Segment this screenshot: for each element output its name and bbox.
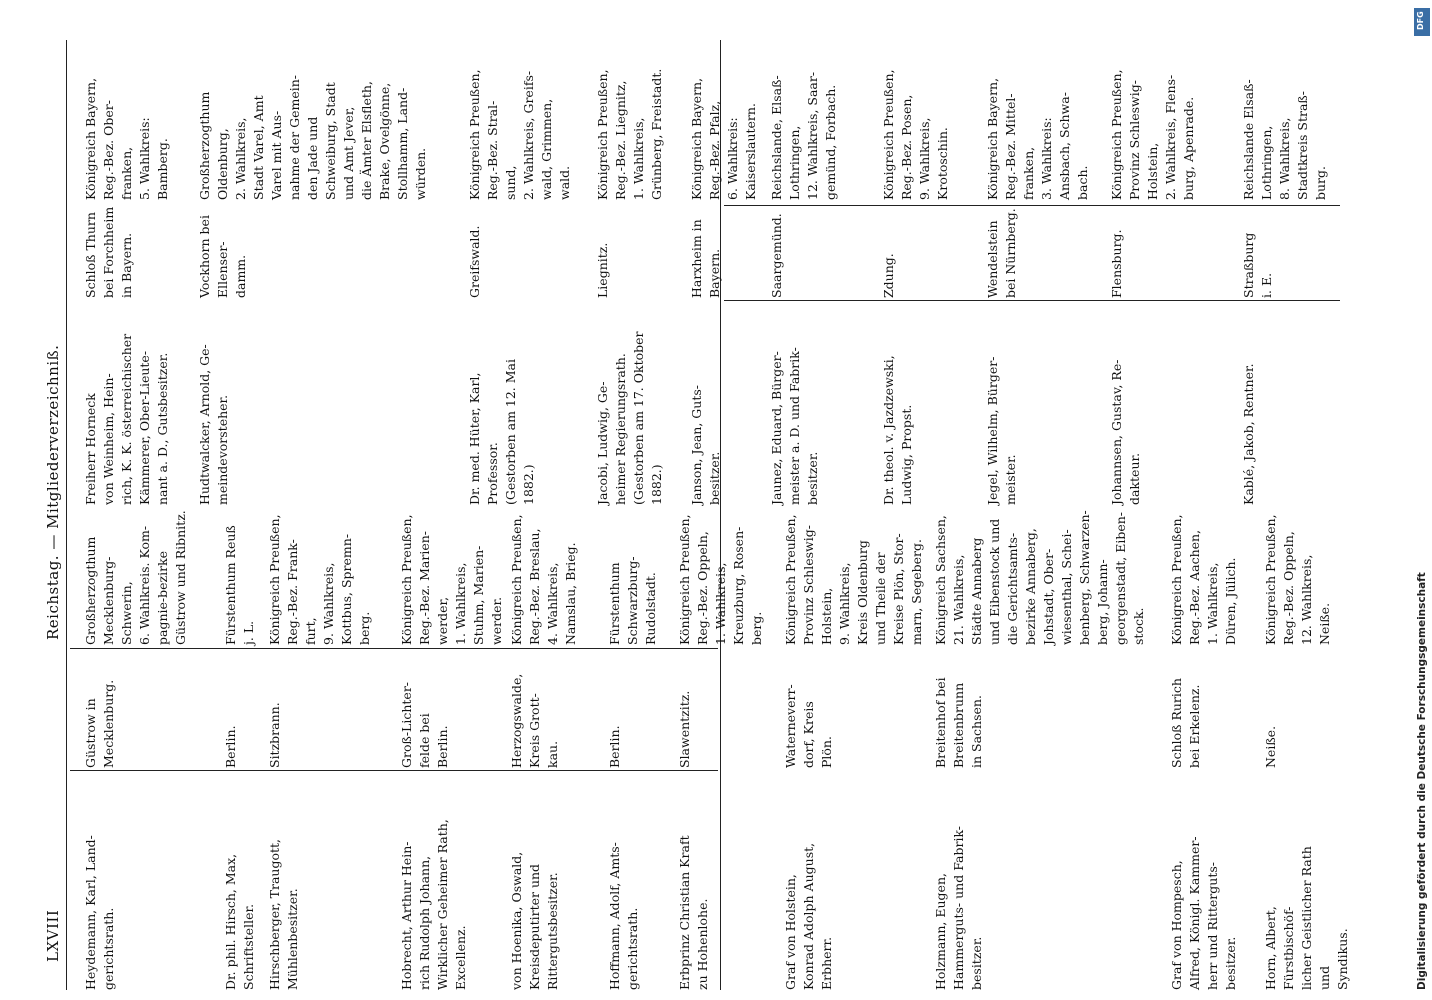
band1-row11-residence: Neiße.	[1263, 725, 1278, 768]
band1-row7-name: Erbprinz Christian Kraft zu Hohenlohe.	[677, 835, 710, 990]
band2-row8-name: Jegel, Wilhelm, Bürger- meister.	[985, 356, 1018, 505]
band2-row3-residence: Greifswald.	[467, 225, 482, 298]
band2-row4-residence: Liegnitz.	[595, 242, 610, 298]
band1-row4-residence: Groß-Lichter- felde bei Berlin.	[399, 681, 450, 768]
band1-row9-residence: Breitenhof bei Breitenbrunn in Sachsen.	[933, 677, 984, 768]
band1-row3-residence: Sitzbrann.	[267, 702, 282, 768]
band2-row6-residence: Saargemünd.	[769, 213, 784, 298]
band1-row1-name: Heydemann, Karl, Land- gerichtsrath.	[83, 835, 116, 990]
band2-row9-residence: Flensburg.	[1109, 229, 1124, 298]
band2-row9-constituency: Königreich Preußen, Provinz Schleswig- Holstein, 2. Wahlkreis, Flens- burg, Apenrade.	[1109, 69, 1196, 200]
band2-row7-constituency: Königreich Preußen, Reg.-Bez. Posen, 9. Wahlkreis, Krotoschin.	[881, 69, 950, 200]
dfg-logo: DFG	[1414, 8, 1430, 36]
band1-row11-constituency: Königreich Preußen, Reg.-Bez. Oppeln, 12. Wahlkreis, Neiße.	[1263, 514, 1332, 645]
running-head: Reichstag. — Mitgliederverzeichniß.	[44, 344, 62, 640]
band1-row2-name: Dr. phil. Hirsch, Max, Schriftsteller.	[223, 853, 256, 990]
band1-row8-name: Graf von Holstein, Konrad Adolph August, Erbherr.	[783, 842, 834, 990]
band2-row2-name: Hudtwalcker, Arnold, Ge- meindevorsteher.	[197, 344, 230, 505]
band2-row5-name: Janson, Jean, Guts- besitzer.	[689, 384, 722, 505]
band1-row1-constituency: Großherzogthum Mecklenburg- Schwerin, 6. Wahlkreis. Kom- pagnie-bezirke Güstrow und Ribnitz.	[83, 510, 188, 645]
band2-row10-constituency: Reichslande Elsaß- Lothringen, 8. Wahlkreis, Stadtkreis Straß- burg.	[1241, 79, 1328, 200]
column-rule-right-2	[724, 205, 1340, 206]
band2-row2-residence: Vockhorn bei Ellenser- damm.	[197, 215, 248, 298]
band2-row2-constituency: Großherzogthum Oldenburg, 2. Wahlkreis, Stadt Varel, Amt Varel mit Aus- nahme der Gemein- den Jade und Schweiburg, Stadt und Amt Jever, die Ämter Elsfleth, Brake, Ovelgönne, Stollhamm, Land- würden.	[197, 74, 428, 200]
band2-row7-residence: Zdung.	[881, 253, 896, 298]
header-rule	[66, 40, 67, 990]
band1-row4-constituency: Königreich Preußen, Reg.-Bez. Marien- werder, 1. Wahlkreis, Stuhm, Marien- werder.	[399, 514, 504, 645]
column-rule-right-1	[724, 300, 1340, 301]
band1-row7-residence: Slawentzitz.	[677, 690, 692, 768]
band1-row9-constituency: Königreich Sachsen, 21. Wahlkreis, Städte Annaberg und Eibenstock und die Gerichtsamts- bezirke Annaberg, Johstadt, Ober- wiesenthal, Schei- benberg, Schwarzen- berg, Johann- georgenstadt, Eiben- stock.	[933, 510, 1146, 645]
column-rule-left-1	[70, 770, 718, 771]
band1-row7-constituency: Königreich Preußen, Reg.-Bez. Oppeln, 1. Wahlkreis, Kreuzburg, Rosen- berg.	[677, 514, 764, 645]
band1-row5-residence: Herzogswalde, Kreis Grott- kau.	[509, 673, 560, 768]
band1-row11-name: Horn, Albert, Fürstbischöf- licher Geistlicher Rath und Syndikus.	[1263, 846, 1350, 990]
band2-row3-constituency: Königreich Preußen, Reg.-Bez. Stral- sund, 2. Wahlkreis, Greifs- wald, Grimmen, wald.	[467, 69, 572, 200]
band2-row9-name: Johannsen, Gustav, Re- dakteur.	[1109, 359, 1142, 505]
band1-row10-constituency: Königreich Preußen, Reg.-Bez. Aachen, 1. Wahlkreis, Düren, Jülich.	[1169, 514, 1238, 645]
band1-row1-residence: Güstrow in Mecklenburg.	[83, 679, 116, 768]
band2-row10-residence: Straßburg i. E.	[1241, 232, 1274, 298]
band1-row3-name: Hirschberger, Traugott, Mühlenbesitzer.	[267, 838, 300, 990]
band1-row2-constituency: Fürstenthum Reuß j. L.	[223, 525, 256, 645]
band1-row6-residence: Berlin.	[607, 725, 622, 768]
band2-row4-constituency: Königreich Preußen, Reg.-Bez. Liegnitz, 1. Wahlkreis, Grünberg, Freistadt.	[595, 68, 664, 200]
band1-row10-residence: Schloß Rurich bei Erkelenz.	[1169, 678, 1202, 768]
band2-row1-residence: Schloß Thurn bei Forchheim in Bayern.	[83, 206, 134, 298]
band2-row5-residence: Harxheim in Bayern.	[689, 219, 722, 298]
page-number: LXVIII	[44, 909, 62, 962]
band2-row7-name: Dr. theol. v. Jazdzewski, Ludwig, Propst.	[881, 355, 914, 505]
band2-row6-name: Jaunez, Eduard, Bürger- meister a. D. und Fabrik- besitzer.	[769, 347, 820, 505]
band1-row5-name: von Hoenika, Oswald, Kreisdeputirter und Rittergutsbesitzer.	[509, 851, 560, 990]
band1-row8-residence: Waterneverr- dorf, Kreis Plön.	[783, 684, 834, 768]
band1-row8-constituency: Königreich Preußen, Provinz Schleswig- Holstein, 9. Wahlkreis, Kreis Oldenburg und Theile der Kreise Plön, Stor- marn, Segeberg.	[783, 514, 924, 645]
column-rule-left-2	[70, 648, 718, 649]
band2-row6-constituency: Reichslande, Elsaß- Lothringen, 12. Wahlkreis, Saar- gemünd, Forbach.	[769, 71, 838, 200]
digitization-watermark: Digitalisierung gefördert durch die Deutsche Forschungsgemeinschaft	[1416, 572, 1428, 990]
band2-row8-residence: Wendelstein bei Nürnberg.	[985, 208, 1018, 298]
band2-row1-constituency: Königreich Bayern, Reg.-Bez. Ober- franken, 5. Wahlkreis: Bamberg.	[83, 77, 170, 200]
band1-row3-constituency: Königreich Preußen, Reg.-Bez. Frank- furt, 9. Wahlkreis, Kottbus, Spremn- berg.	[267, 514, 372, 645]
band2-row5-constituency: Königreich Bayern, Reg.-Bez. Pfalz, 6. Wahlkreis: Kaiserslautern.	[689, 77, 758, 200]
band1-row2-residence: Berlin.	[223, 725, 238, 768]
band1-row6-constituency: Fürstenthum Schwarzburg- Rudolstadt.	[607, 556, 658, 645]
band1-row5-constituency: Königreich Preußen, Reg.-Bez. Breslau, 4. Wahlkreis, Namslau, Brieg.	[509, 514, 578, 645]
band1-row6-name: Hoffmann, Adolf, Amts- gerichtsrath.	[607, 842, 640, 990]
band1-row4-name: Hobrecht, Arthur Hein- rich Rudolph Johann, Wirklicher Geheimer Rath, Excellenz.	[399, 819, 468, 990]
band2-row10-name: Kablé, Jakob, Rentner.	[1241, 363, 1256, 505]
band1-row10-name: Graf von Hompesch, Alfred, Königl. Kammer- herr und Ritterguts- besitzer.	[1169, 836, 1238, 990]
band2-row3-name: Dr. med. Hüter, Karl, Professor. (Gestorben am 12. Mai 1882.)	[467, 358, 536, 505]
band2-row4-name: Jacobi, Ludwig, Ge- heimer Regierungsrath. (Gestorben am 17. Oktober 1882.)	[595, 331, 664, 505]
band2-row8-constituency: Königreich Bayern, Reg.-Bez. Mittel- franken, 3. Wahlkreis: Ansbach, Schwa- bach.	[985, 77, 1090, 200]
band2-row1-name: Freiherr Horneck von Weinheim, Hein- rich, K. K. österreichischer Kämmerer, Ober-Lieute- nant a. D., Gutsbesitzer.	[83, 333, 170, 505]
band1-row9-name: Holzmann, Eugen, Hammerguts- und Fabrik- besitzer.	[933, 825, 984, 990]
